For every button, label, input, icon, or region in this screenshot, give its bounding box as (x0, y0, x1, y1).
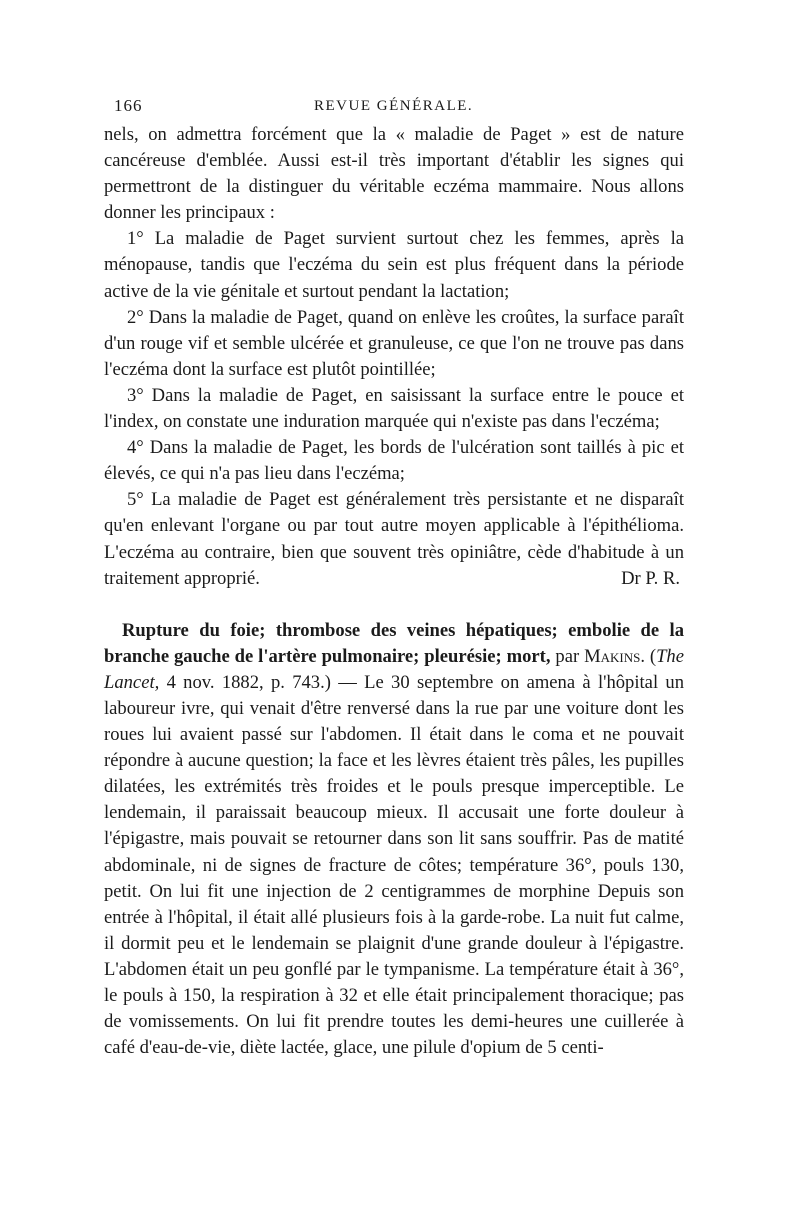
signature: Dr P. R. (621, 567, 680, 589)
article-paragraph (104, 618, 684, 1062)
citation-open: ( (649, 645, 657, 667)
body-text (104, 122, 684, 1061)
author-prefix: par (555, 645, 580, 667)
section-break (104, 592, 684, 618)
journal-name: The Lancet, (104, 645, 684, 693)
citation-details: 4 nov. 1882, p. 743.) (166, 671, 331, 693)
criterion-3: 3° Dans la maladie de Paget, en saisissant la surface entre le pouce et l'index, on constate une induration marquée qui n'existe pas dans l'eczéma; (104, 384, 684, 433)
criterion-4: 4° Dans la maladie de Paget, les bords de l'ulcération sont taillés à pic et élevés, ce qui n'a pas lieu dans l'eczéma; (104, 437, 684, 485)
running-title: REVUE GÉNÉRALE. (314, 98, 474, 114)
page (104, 92, 684, 1061)
criterion-5-text: 5° La maladie de Paget est généralement très persistante et ne disparaît qu'en enlevant l'organe ou par tout autre moyen applicable à l'épithélioma. L'eczéma au contraire, bien que souvent très opiniâtre, cède d'habitude à un traitement approprié. (104, 489, 684, 589)
article-author: Makins. (584, 645, 645, 667)
criterion-2: 2° Dans la maladie de Paget, quand on enlève les croûtes, la surface paraît d'un rouge vif et semble ulcérée et granuleuse, ce que l'on ne trouve pas dans l'eczéma dont la surface est plutôt pointillée; (104, 306, 684, 380)
running-head (104, 92, 684, 122)
article (104, 618, 684, 1062)
criterion-1: 1° La maladie de Paget survient surtout chez les femmes, après la ménopause, tandis que l'eczéma du sein est plus fréquent dans la période active de la vie génitale et surtout pendant la lactation; (104, 228, 684, 302)
intro-paragraph: nels, on admettra forcément que la « maladie de Paget » est de nature cancéreuse d'emblée. Aussi est-il très important d'établir les signes qui permettront de la distinguer du véritable eczéma mammaire. Nous allons donner les principaux : (104, 124, 684, 224)
article-body: — Le 30 septembre on amena à l'hôpital un laboureur ivre, qui venait d'être renversé dans la rue par une voiture dont les roues lui avaient passé sur l'abdomen. Il était dans le coma et ne pouvait répondre à aucune question; la face et les lèvres étaient très pâles, les pupilles dilatées, les extrémités très froides et le pouls presque imperceptible. Le lendemain, il paraissait beaucoup mieux. Il accusait une forte douleur à l'épigastre, mais pouvait se retourner dans son lit sans souffrir. Pas de matité abdominale, ni de signes de fracture de côtes; température 36°, pouls 130, petit. On lui fit une injection de 2 centigrammes de morphine Depuis son entrée à l'hôpital, il était allé plusieurs fois à la garde-robe. La nuit fut calme, il dormit peu et le lendemain se plaignit d'une grande douleur à l'épigastre. L'abdomen était un peu gonflé par le tympanisme. La température était à 36°, le pouls à 150, la respiration à 32 et elle était principalement thoracique; pas de vomissements. On lui fit prendre toutes les demi-heures une cuillerée à café d'eau-de-vie, diète lactée, glace, une pilule d'opium de 5 centi- (104, 671, 685, 1059)
page-number: 166 (114, 96, 143, 115)
article-title: Rupture du foie; thrombose des veines hépatiques; embolie de la branche gauche de l'artère pulmonaire; pleurésie; mort, (104, 619, 684, 667)
criterion-5 (104, 487, 684, 591)
